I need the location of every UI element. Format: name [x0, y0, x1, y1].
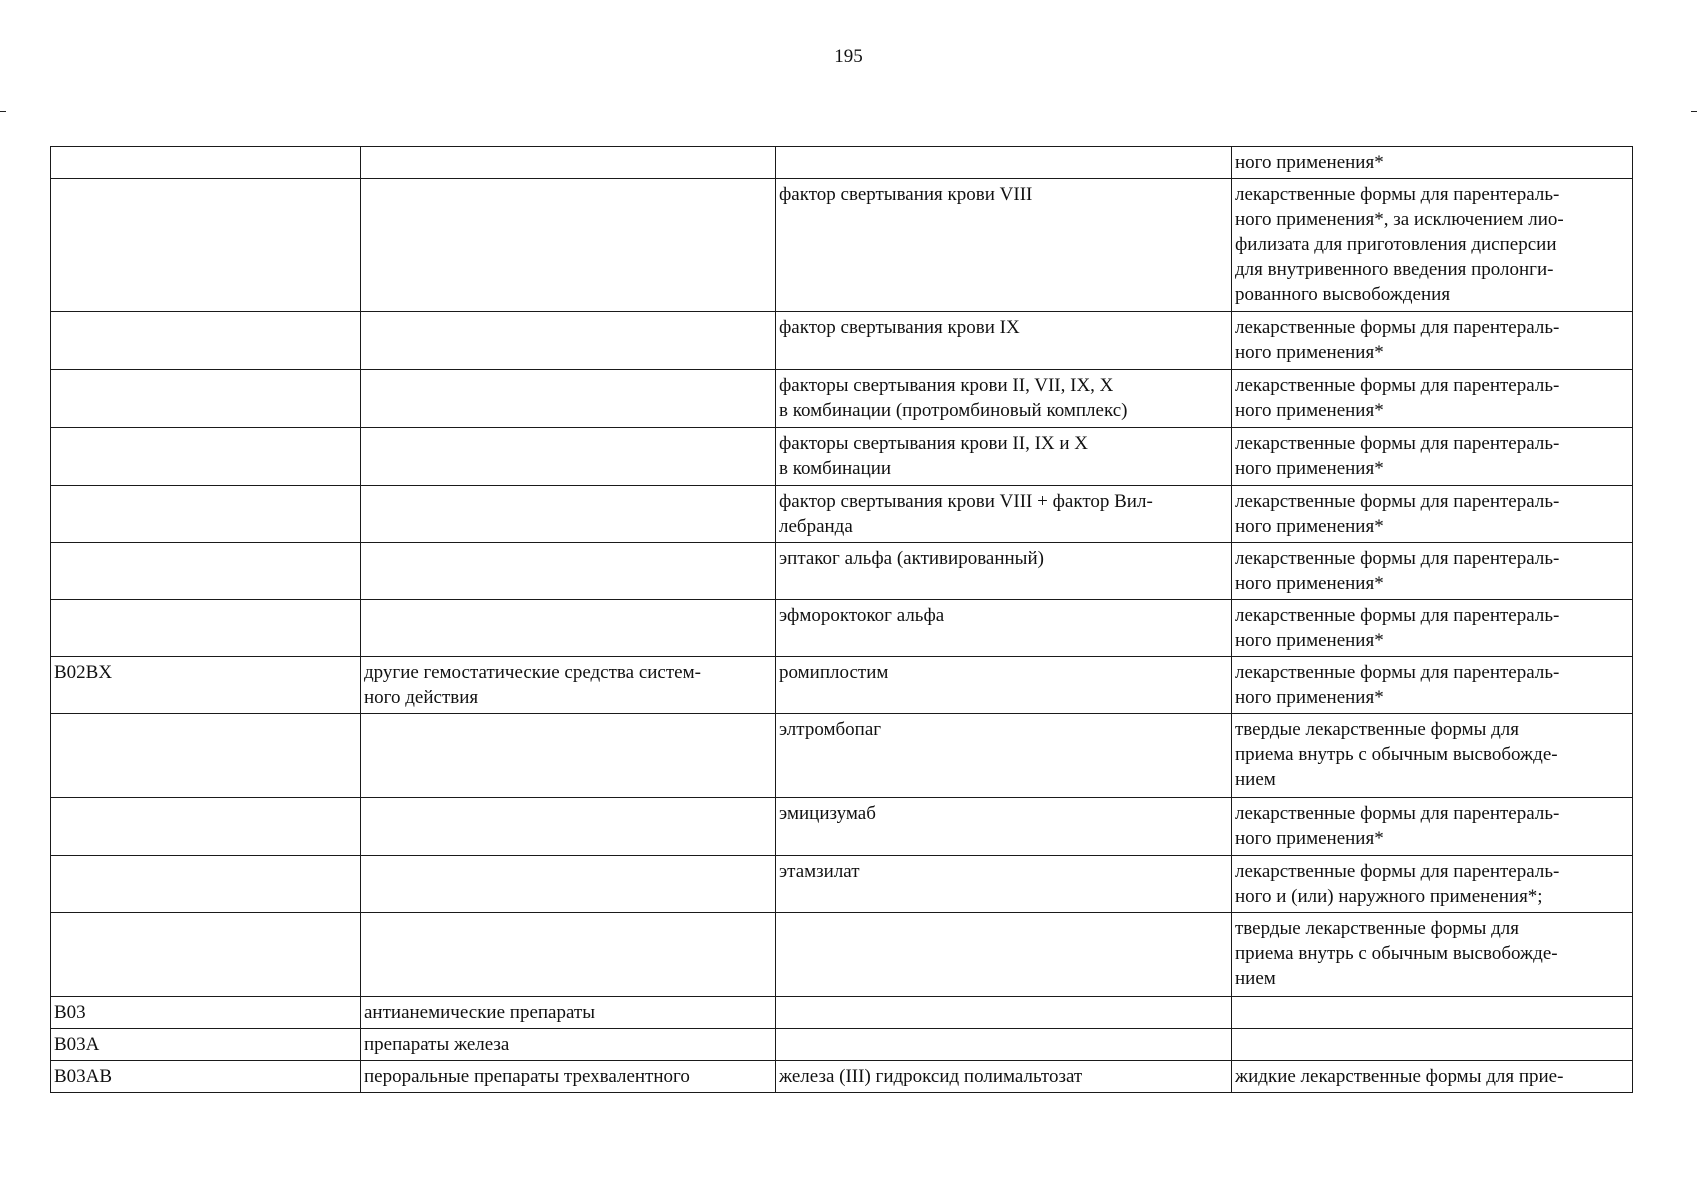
- dosage-form-cell: лекарственные формы для парентераль- ного применения*: [1232, 428, 1633, 486]
- atc-code-cell: [51, 600, 361, 657]
- dosage-form-cell: лекарственные формы для парентераль- ного применения*, за исключением лио- филизата для приготовления дисперсии для внутривенного введения пролонги- рованного высвобождения: [1232, 179, 1633, 312]
- pharmacological-group-cell: препараты железа: [361, 1029, 776, 1061]
- pharmacological-group-cell: [361, 600, 776, 657]
- table-row: [51, 428, 1633, 486]
- active-substance-cell: [776, 997, 1232, 1029]
- active-substance-cell: эфмороктоког альфа: [776, 600, 1232, 657]
- dosage-form-cell: лекарственные формы для парентераль- ного применения*: [1232, 486, 1633, 543]
- dosage-form-cell: лекарственные формы для парентераль- ного применения*: [1232, 657, 1633, 714]
- pharmacological-group-cell: [361, 798, 776, 856]
- pharmacological-group-cell: [361, 147, 776, 179]
- pharmacological-group-cell: антианемические препараты: [361, 997, 776, 1029]
- dosage-form-cell: лекарственные формы для парентераль- ного и (или) наружного применения*;: [1232, 856, 1633, 913]
- atc-code-cell: [51, 856, 361, 913]
- atc-code-cell: [51, 714, 361, 798]
- atc-code-cell: [51, 913, 361, 997]
- pharmacological-group-cell: [361, 428, 776, 486]
- pharmacological-group-cell: [361, 543, 776, 600]
- pharmacological-group-cell: [361, 312, 776, 370]
- atc-code-cell: [51, 486, 361, 543]
- dosage-form-cell: [1232, 997, 1633, 1029]
- table-row: [51, 1029, 1633, 1061]
- table-row: [51, 714, 1633, 798]
- atc-code-cell: B03: [51, 997, 361, 1029]
- right-edge-mark: [1691, 111, 1697, 112]
- atc-code-cell: [51, 147, 361, 179]
- active-substance-cell: фактор свертывания крови IX: [776, 312, 1232, 370]
- active-substance-cell: [776, 147, 1232, 179]
- active-substance-cell: фактор свертывания крови VIII + фактор Вил- лебранда: [776, 486, 1232, 543]
- table-row: [51, 657, 1633, 714]
- pharmacological-group-cell: [361, 714, 776, 798]
- pharmacological-group-cell: пероральные препараты трехвалентного: [361, 1061, 776, 1093]
- table-row: [51, 913, 1633, 997]
- dosage-form-cell: лекарственные формы для парентераль- ного применения*: [1232, 543, 1633, 600]
- pharmacological-group-cell: [361, 370, 776, 428]
- dosage-form-cell: твердые лекарственные формы для приема внутрь с обычным высвобожде- нием: [1232, 714, 1633, 798]
- page-number: 195: [834, 46, 863, 67]
- atc-code-cell: [51, 312, 361, 370]
- pharmacological-group-cell: [361, 856, 776, 913]
- atc-code-cell: B02BX: [51, 657, 361, 714]
- active-substance-cell: ромиплостим: [776, 657, 1232, 714]
- table-row: [51, 798, 1633, 856]
- pharmacological-group-cell: [361, 486, 776, 543]
- table-row: [51, 600, 1633, 657]
- table-row: [51, 312, 1633, 370]
- active-substance-cell: [776, 913, 1232, 997]
- dosage-form-cell: лекарственные формы для парентераль- ного применения*: [1232, 798, 1633, 856]
- atc-code-cell: [51, 798, 361, 856]
- dosage-form-cell: лекарственные формы для парентераль- ного применения*: [1232, 312, 1633, 370]
- atc-code-cell: [51, 428, 361, 486]
- pharmacological-group-cell: [361, 179, 776, 312]
- atc-code-cell: [51, 179, 361, 312]
- atc-code-cell: B03AB: [51, 1061, 361, 1093]
- table-row: [51, 997, 1633, 1029]
- atc-code-cell: B03A: [51, 1029, 361, 1061]
- table-row: [51, 147, 1633, 179]
- active-substance-cell: факторы свертывания крови II, VII, IX, X в комбинации (протромбиновый комплекс): [776, 370, 1232, 428]
- table-body: [51, 147, 1633, 1093]
- table-row: [51, 856, 1633, 913]
- pharmacological-group-cell: [361, 913, 776, 997]
- table-row: [51, 486, 1633, 543]
- dosage-form-cell: лекарственные формы для парентераль- ного применения*: [1232, 370, 1633, 428]
- active-substance-cell: [776, 1029, 1232, 1061]
- table-row: [51, 179, 1633, 312]
- dosage-form-cell: лекарственные формы для парентераль- ного применения*: [1232, 600, 1633, 657]
- table-row: [51, 1061, 1633, 1093]
- table-row: [51, 370, 1633, 428]
- table-row: [51, 543, 1633, 600]
- active-substance-cell: эмицизумаб: [776, 798, 1232, 856]
- left-edge-mark: [0, 111, 6, 112]
- active-substance-cell: этамзилат: [776, 856, 1232, 913]
- atc-code-cell: [51, 370, 361, 428]
- active-substance-cell: железа (III) гидроксид полимальтозат: [776, 1061, 1232, 1093]
- active-substance-cell: эптаког альфа (активированный): [776, 543, 1232, 600]
- drug-list-table: [50, 146, 1633, 1093]
- dosage-form-cell: твердые лекарственные формы для приема внутрь с обычным высвобожде- нием: [1232, 913, 1633, 997]
- pharmacological-group-cell: другие гемостатические средства систем- ного действия: [361, 657, 776, 714]
- atc-code-cell: [51, 543, 361, 600]
- active-substance-cell: фактор свертывания крови VIII: [776, 179, 1232, 312]
- active-substance-cell: элтромбопаг: [776, 714, 1232, 798]
- dosage-form-cell: ного применения*: [1232, 147, 1633, 179]
- active-substance-cell: факторы свертывания крови II, IX и X в комбинации: [776, 428, 1232, 486]
- dosage-form-cell: жидкие лекарственные формы для прие-: [1232, 1061, 1633, 1093]
- dosage-form-cell: [1232, 1029, 1633, 1061]
